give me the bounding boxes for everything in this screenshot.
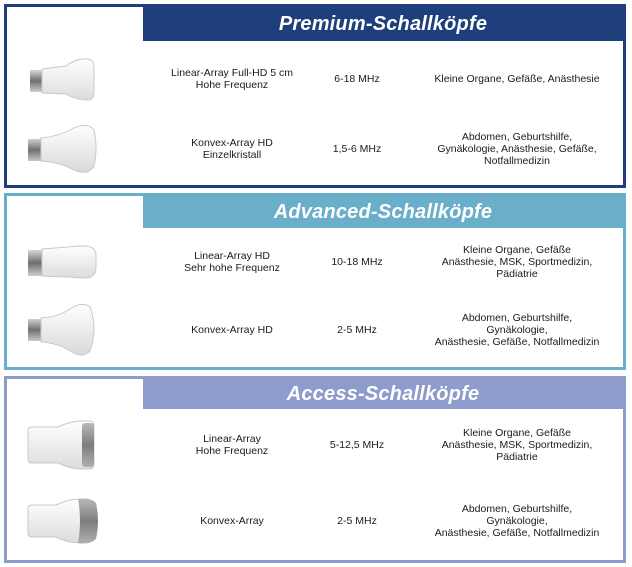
probe-name: Konvex-Array HD Einzelkristall	[191, 137, 273, 161]
premium-section-title: Premium-Schallköpfe	[143, 7, 623, 41]
probe-frequency: 10-18 MHz	[331, 256, 383, 268]
premium-section	[4, 4, 626, 188]
advanced-section-title: Advanced-Schallköpfe	[143, 196, 623, 228]
table-row	[7, 115, 623, 183]
probe-applications: Abdomen, Geburtshilfe, Gynäkologie, Anästhesie, Gefäße, Notfallmedizin	[434, 503, 600, 539]
probe-frequency: 2-5 MHz	[337, 515, 377, 527]
access-section	[4, 376, 626, 563]
table-row	[7, 228, 623, 296]
convex-probe-image	[15, 115, 105, 183]
probe-frequency: 5-12,5 MHz	[329, 439, 385, 451]
linear-probe-image	[15, 45, 105, 113]
convex-probe-image	[15, 487, 105, 555]
convex-probe-image	[15, 296, 105, 364]
table-row	[7, 487, 623, 555]
table-row	[7, 296, 623, 364]
probe-frequency: 6-18 MHz	[334, 73, 380, 85]
probe-applications: Abdomen, Geburtshilfe, Gynäkologie, Anästhesie, Gefäße, Notfallmedizin	[434, 312, 600, 348]
probe-applications: Abdomen, Geburtshilfe, Gynäkologie, Anästhesie, Gefäße, Notfallmedizin	[437, 131, 597, 167]
table-row	[7, 45, 623, 113]
probe-applications: Kleine Organe, Gefäße, Anästhesie	[434, 73, 600, 85]
probe-frequency: 2-5 MHz	[337, 324, 377, 336]
table-row	[7, 411, 623, 479]
probe-applications: Kleine Organe, Gefäße Anästhesie, MSK, Sportmedizin, Pädiatrie	[441, 244, 593, 280]
linear-probe-image	[15, 411, 105, 479]
probe-frequency: 1,5-6 MHz	[332, 143, 382, 155]
probe-applications: Kleine Organe, Gefäße Anästhesie, MSK, Sportmedizin, Pädiatrie	[441, 427, 593, 463]
probe-name: Linear-Array Full-HD 5 cm Hohe Frequenz	[171, 67, 293, 91]
linear-probe-image	[15, 228, 105, 296]
probe-name: Konvex-Array	[200, 515, 264, 527]
advanced-section	[4, 193, 626, 370]
probe-name: Linear-Array Hohe Frequenz	[195, 433, 269, 457]
probe-name: Konvex-Array HD	[191, 324, 273, 336]
probe-name: Linear-Array HD Sehr hohe Frequenz	[184, 250, 280, 274]
access-section-title: Access-Schallköpfe	[143, 379, 623, 409]
